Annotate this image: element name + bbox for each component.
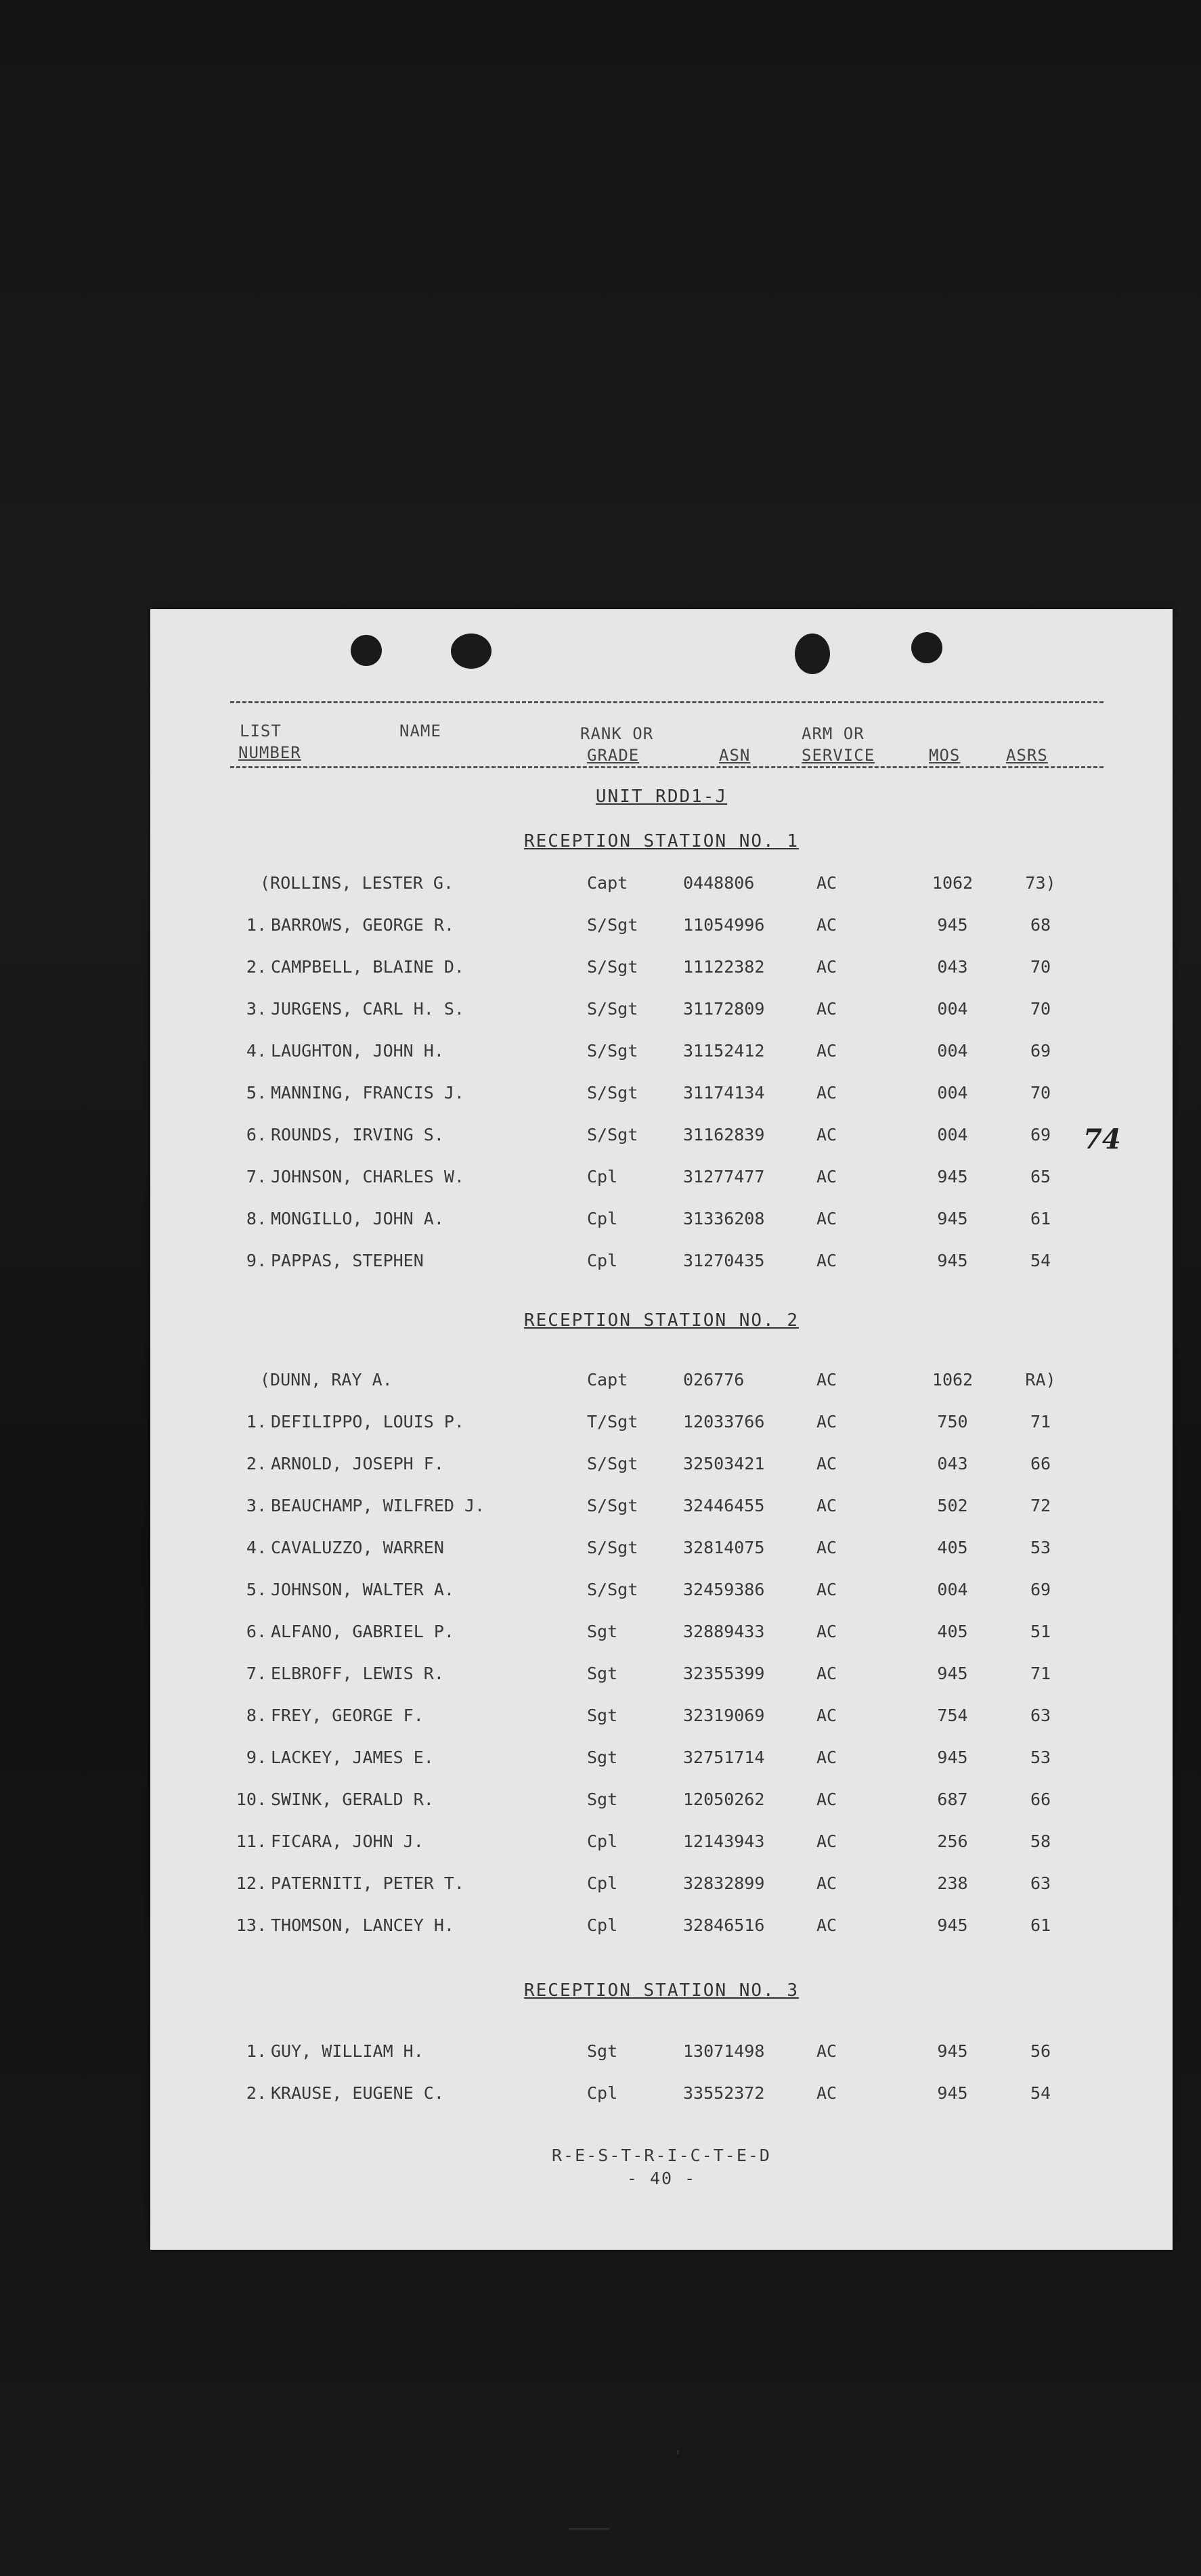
mos: 754 bbox=[937, 1706, 968, 1725]
table-row bbox=[150, 1706, 1173, 1733]
asn: 31174134 bbox=[683, 1083, 765, 1103]
asrs: 61 bbox=[1030, 1915, 1051, 1935]
table-row bbox=[150, 1580, 1173, 1607]
section-title: RECEPTION STATION NO. 1 bbox=[523, 831, 800, 851]
unit-title: UNIT RDD1-J bbox=[595, 786, 728, 807]
list-number: 4. bbox=[246, 1041, 267, 1061]
asn: 13071498 bbox=[683, 2041, 765, 2061]
rank: S/Sgt bbox=[587, 915, 638, 935]
asrs: 69 bbox=[1030, 1580, 1051, 1599]
rank: S/Sgt bbox=[587, 1538, 638, 1557]
table-row bbox=[150, 873, 1173, 900]
list-number: 11. bbox=[236, 1831, 267, 1851]
person-name: KRAUSE, EUGENE C. bbox=[271, 2083, 444, 2103]
arm-service: AC bbox=[816, 2083, 837, 2103]
asn: 31162839 bbox=[683, 1125, 765, 1145]
table-row bbox=[150, 1831, 1173, 1859]
person-name: (DUNN, RAY A. bbox=[260, 1370, 393, 1390]
arm-service: AC bbox=[816, 1580, 837, 1599]
table-row bbox=[150, 1454, 1173, 1481]
list-number: 7. bbox=[246, 1664, 267, 1683]
arm-service: AC bbox=[816, 1125, 837, 1145]
table-row bbox=[150, 957, 1173, 984]
table-row bbox=[150, 2041, 1173, 2068]
table-row bbox=[150, 1873, 1173, 1901]
rank: Sgt bbox=[587, 2041, 618, 2061]
person-name: FREY, GEORGE F. bbox=[271, 1706, 424, 1725]
asrs: 66 bbox=[1030, 1790, 1051, 1809]
list-number: 2. bbox=[246, 1454, 267, 1473]
asrs: 54 bbox=[1030, 2083, 1051, 2103]
asrs: 58 bbox=[1030, 1831, 1051, 1851]
asrs: 69 bbox=[1030, 1041, 1051, 1061]
person-name: MANNING, FRANCIS J. bbox=[271, 1083, 464, 1103]
asn: 12143943 bbox=[683, 1831, 765, 1851]
list-number: 5. bbox=[246, 1580, 267, 1599]
person-name: ALFANO, GABRIEL P. bbox=[271, 1622, 454, 1641]
arm-service: AC bbox=[816, 1454, 837, 1473]
mos: 945 bbox=[937, 1748, 968, 1767]
asrs: 56 bbox=[1030, 2041, 1051, 2061]
person-name: JOHNSON, CHARLES W. bbox=[271, 1167, 464, 1186]
rank: Cpl bbox=[587, 1209, 618, 1228]
arm-service: AC bbox=[816, 1622, 837, 1641]
asn: 11122382 bbox=[683, 957, 765, 977]
mos: 238 bbox=[937, 1873, 968, 1893]
asrs: 68 bbox=[1030, 915, 1051, 935]
table-row bbox=[150, 1083, 1173, 1110]
top-rule bbox=[230, 701, 1104, 703]
arm-service: AC bbox=[816, 1538, 837, 1557]
table-row bbox=[150, 999, 1173, 1026]
rank: Capt bbox=[587, 873, 628, 893]
asn: 31172809 bbox=[683, 999, 765, 1019]
asn: 33552372 bbox=[683, 2083, 765, 2103]
rank: Cpl bbox=[587, 1873, 618, 1893]
film-speck bbox=[677, 2450, 679, 2454]
person-name: LACKEY, JAMES E. bbox=[271, 1748, 434, 1767]
rank: S/Sgt bbox=[587, 1125, 638, 1145]
table-row bbox=[150, 1538, 1173, 1565]
table-row bbox=[150, 1209, 1173, 1236]
asrs: 63 bbox=[1030, 1706, 1051, 1725]
rank: S/Sgt bbox=[587, 957, 638, 977]
asn: 32503421 bbox=[683, 1454, 765, 1473]
person-name: JOHNSON, WALTER A. bbox=[271, 1580, 454, 1599]
person-name: JURGENS, CARL H. S. bbox=[271, 999, 464, 1019]
list-number: 3. bbox=[246, 999, 267, 1019]
asn: 31277477 bbox=[683, 1167, 765, 1186]
person-name: (ROLLINS, LESTER G. bbox=[260, 873, 454, 893]
list-number: 1. bbox=[246, 1412, 267, 1431]
asrs: 70 bbox=[1030, 957, 1051, 977]
section-title: RECEPTION STATION NO. 2 bbox=[523, 1310, 800, 1331]
arm-service: AC bbox=[816, 1083, 837, 1103]
person-name: BEAUCHAMP, WILFRED J. bbox=[271, 1496, 485, 1515]
mos: 945 bbox=[937, 2041, 968, 2061]
mos: 043 bbox=[937, 1454, 968, 1473]
person-name: BARROWS, GEORGE R. bbox=[271, 915, 454, 935]
header-name: NAME bbox=[399, 721, 441, 740]
rank: S/Sgt bbox=[587, 1041, 638, 1061]
header-service: SERVICE bbox=[802, 746, 875, 765]
mos: 945 bbox=[937, 1251, 968, 1270]
arm-service: AC bbox=[816, 1412, 837, 1431]
arm-service: AC bbox=[816, 1496, 837, 1515]
asrs: 61 bbox=[1030, 1209, 1051, 1228]
asrs: 66 bbox=[1030, 1454, 1051, 1473]
asrs: 53 bbox=[1030, 1748, 1051, 1767]
asn: 31152412 bbox=[683, 1041, 765, 1061]
mos: 1062 bbox=[932, 1370, 974, 1390]
header-mos: MOS bbox=[929, 746, 961, 765]
list-number: 12. bbox=[236, 1873, 267, 1893]
list-number: 13. bbox=[236, 1915, 267, 1935]
rank: Sgt bbox=[587, 1706, 618, 1725]
arm-service: AC bbox=[816, 915, 837, 935]
rank: Sgt bbox=[587, 1748, 618, 1767]
asn: 32751714 bbox=[683, 1748, 765, 1767]
asn: 32446455 bbox=[683, 1496, 765, 1515]
arm-service: AC bbox=[816, 1831, 837, 1851]
arm-service: AC bbox=[816, 1873, 837, 1893]
asn: 32459386 bbox=[683, 1580, 765, 1599]
header-arm: ARM OR bbox=[802, 724, 865, 743]
asrs: 73) bbox=[1025, 873, 1056, 893]
rank: S/Sgt bbox=[587, 999, 638, 1019]
asn: 32814075 bbox=[683, 1538, 765, 1557]
asrs: 51 bbox=[1030, 1622, 1051, 1641]
person-name: CAVALUZZO, WARREN bbox=[271, 1538, 444, 1557]
rank: Sgt bbox=[587, 1664, 618, 1683]
table-row bbox=[150, 1370, 1173, 1397]
asn: 12033766 bbox=[683, 1412, 765, 1431]
asn: 32889433 bbox=[683, 1622, 765, 1641]
mos: 405 bbox=[937, 1622, 968, 1641]
header-list-number-2: NUMBER bbox=[238, 743, 301, 762]
document-page bbox=[150, 609, 1173, 2250]
arm-service: AC bbox=[816, 2041, 837, 2061]
asn: 32319069 bbox=[683, 1706, 765, 1725]
mos: 945 bbox=[937, 915, 968, 935]
arm-service: AC bbox=[816, 1790, 837, 1809]
mos: 945 bbox=[937, 1664, 968, 1683]
mos: 945 bbox=[937, 1167, 968, 1186]
list-number: 2. bbox=[246, 2083, 267, 2103]
punch-hole bbox=[911, 632, 942, 663]
asrs: 63 bbox=[1030, 1873, 1051, 1893]
punch-hole bbox=[795, 634, 830, 674]
person-name: PATERNITI, PETER T. bbox=[271, 1873, 464, 1893]
mos: 1062 bbox=[932, 873, 974, 893]
asrs: 54 bbox=[1030, 1251, 1051, 1270]
person-name: PAPPAS, STEPHEN bbox=[271, 1251, 424, 1270]
asn: 11054996 bbox=[683, 915, 765, 935]
rank: Capt bbox=[587, 1370, 628, 1390]
table-row bbox=[150, 1251, 1173, 1278]
list-number: 8. bbox=[246, 1209, 267, 1228]
header-asrs: ASRS bbox=[1006, 746, 1048, 765]
table-row bbox=[150, 1748, 1173, 1775]
table-row bbox=[150, 1915, 1173, 1942]
arm-service: AC bbox=[816, 1664, 837, 1683]
asn: 31336208 bbox=[683, 1209, 765, 1228]
arm-service: AC bbox=[816, 1041, 837, 1061]
arm-service: AC bbox=[816, 873, 837, 893]
asrs: 70 bbox=[1030, 999, 1051, 1019]
list-number: 4. bbox=[246, 1538, 267, 1557]
person-name: LAUGHTON, JOHN H. bbox=[271, 1041, 444, 1061]
asn: 12050262 bbox=[683, 1790, 765, 1809]
list-number: 6. bbox=[246, 1622, 267, 1641]
rank: S/Sgt bbox=[587, 1496, 638, 1515]
mos: 945 bbox=[937, 1915, 968, 1935]
person-name: THOMSON, LANCEY H. bbox=[271, 1915, 454, 1935]
asrs: RA) bbox=[1025, 1370, 1056, 1390]
table-row bbox=[150, 1041, 1173, 1068]
list-number: 5. bbox=[246, 1083, 267, 1103]
rank: Cpl bbox=[587, 2083, 618, 2103]
list-number: 6. bbox=[246, 1125, 267, 1145]
list-number: 10. bbox=[236, 1790, 267, 1809]
page-number: - 40 - bbox=[626, 2169, 697, 2188]
asrs: 53 bbox=[1030, 1538, 1051, 1557]
asrs: 72 bbox=[1030, 1496, 1051, 1515]
mos: 750 bbox=[937, 1412, 968, 1431]
list-number: 3. bbox=[246, 1496, 267, 1515]
header-asn: ASN bbox=[719, 746, 751, 765]
header-rule bbox=[230, 766, 1104, 768]
person-name: SWINK, GERALD R. bbox=[271, 1790, 434, 1809]
mos: 405 bbox=[937, 1538, 968, 1557]
asrs: 69 bbox=[1030, 1125, 1051, 1145]
table-row bbox=[150, 1790, 1173, 1817]
mos: 004 bbox=[937, 1125, 968, 1145]
arm-service: AC bbox=[816, 1251, 837, 1270]
asn: 026776 bbox=[683, 1370, 745, 1390]
mos: 004 bbox=[937, 1041, 968, 1061]
punch-hole bbox=[351, 635, 382, 666]
person-name: DEFILIPPO, LOUIS P. bbox=[271, 1412, 464, 1431]
person-name: GUY, WILLIAM H. bbox=[271, 2041, 424, 2061]
person-name: ROUNDS, IRVING S. bbox=[271, 1125, 444, 1145]
asn: 31270435 bbox=[683, 1251, 765, 1270]
asrs: 65 bbox=[1030, 1167, 1051, 1186]
film-scratch bbox=[569, 2528, 609, 2530]
mos: 004 bbox=[937, 1083, 968, 1103]
rank: Cpl bbox=[587, 1251, 618, 1270]
rank: Sgt bbox=[587, 1790, 618, 1809]
table-row bbox=[150, 1622, 1173, 1649]
rank: S/Sgt bbox=[587, 1083, 638, 1103]
mos: 043 bbox=[937, 957, 968, 977]
header-list-number: LIST bbox=[240, 721, 282, 740]
mos: 502 bbox=[937, 1496, 968, 1515]
person-name: MONGILLO, JOHN A. bbox=[271, 1209, 444, 1228]
arm-service: AC bbox=[816, 1706, 837, 1725]
rank: Cpl bbox=[587, 1831, 618, 1851]
mos: 945 bbox=[937, 2083, 968, 2103]
table-row bbox=[150, 1664, 1173, 1691]
list-number: 9. bbox=[246, 1251, 267, 1270]
person-name: ARNOLD, JOSEPH F. bbox=[271, 1454, 444, 1473]
arm-service: AC bbox=[816, 1370, 837, 1390]
table-row bbox=[150, 915, 1173, 942]
list-number: 7. bbox=[246, 1167, 267, 1186]
person-name: ELBROFF, LEWIS R. bbox=[271, 1664, 444, 1683]
rank: Sgt bbox=[587, 1622, 618, 1641]
table-row bbox=[150, 2083, 1173, 2110]
table-row bbox=[150, 1125, 1173, 1152]
arm-service: AC bbox=[816, 1915, 837, 1935]
arm-service: AC bbox=[816, 1748, 837, 1767]
person-name: CAMPBELL, BLAINE D. bbox=[271, 957, 464, 977]
arm-service: AC bbox=[816, 999, 837, 1019]
mos: 004 bbox=[937, 1580, 968, 1599]
list-number: 1. bbox=[246, 2041, 267, 2061]
punch-hole bbox=[451, 634, 492, 669]
rank: S/Sgt bbox=[587, 1580, 638, 1599]
list-number: 2. bbox=[246, 957, 267, 977]
rank: T/Sgt bbox=[587, 1412, 638, 1431]
asn: 32846516 bbox=[683, 1915, 765, 1935]
list-number: 8. bbox=[246, 1706, 267, 1725]
list-number: 1. bbox=[246, 915, 267, 935]
asn: 32832899 bbox=[683, 1873, 765, 1893]
asn: 32355399 bbox=[683, 1664, 765, 1683]
rank: Cpl bbox=[587, 1915, 618, 1935]
table-row bbox=[150, 1412, 1173, 1439]
mos: 004 bbox=[937, 999, 968, 1019]
mos: 687 bbox=[937, 1790, 968, 1809]
rank: Cpl bbox=[587, 1167, 618, 1186]
handwritten-margin-note: 74 bbox=[1083, 1124, 1121, 1155]
arm-service: AC bbox=[816, 1167, 837, 1186]
section-title: RECEPTION STATION NO. 3 bbox=[523, 1980, 800, 2001]
mos: 256 bbox=[937, 1831, 968, 1851]
asrs: 70 bbox=[1030, 1083, 1051, 1103]
list-number: 9. bbox=[246, 1748, 267, 1767]
asrs: 71 bbox=[1030, 1412, 1051, 1431]
arm-service: AC bbox=[816, 1209, 837, 1228]
rank: S/Sgt bbox=[587, 1454, 638, 1473]
header-grade: GRADE bbox=[587, 746, 640, 765]
header-rank: RANK OR bbox=[580, 724, 654, 743]
classification-footer: R-E-S-T-R-I-C-T-E-D bbox=[552, 2146, 771, 2165]
arm-service: AC bbox=[816, 957, 837, 977]
asrs: 71 bbox=[1030, 1664, 1051, 1683]
mos: 945 bbox=[937, 1209, 968, 1228]
person-name: FICARA, JOHN J. bbox=[271, 1831, 424, 1851]
table-row bbox=[150, 1496, 1173, 1523]
asn: 0448806 bbox=[683, 873, 755, 893]
table-row bbox=[150, 1167, 1173, 1194]
